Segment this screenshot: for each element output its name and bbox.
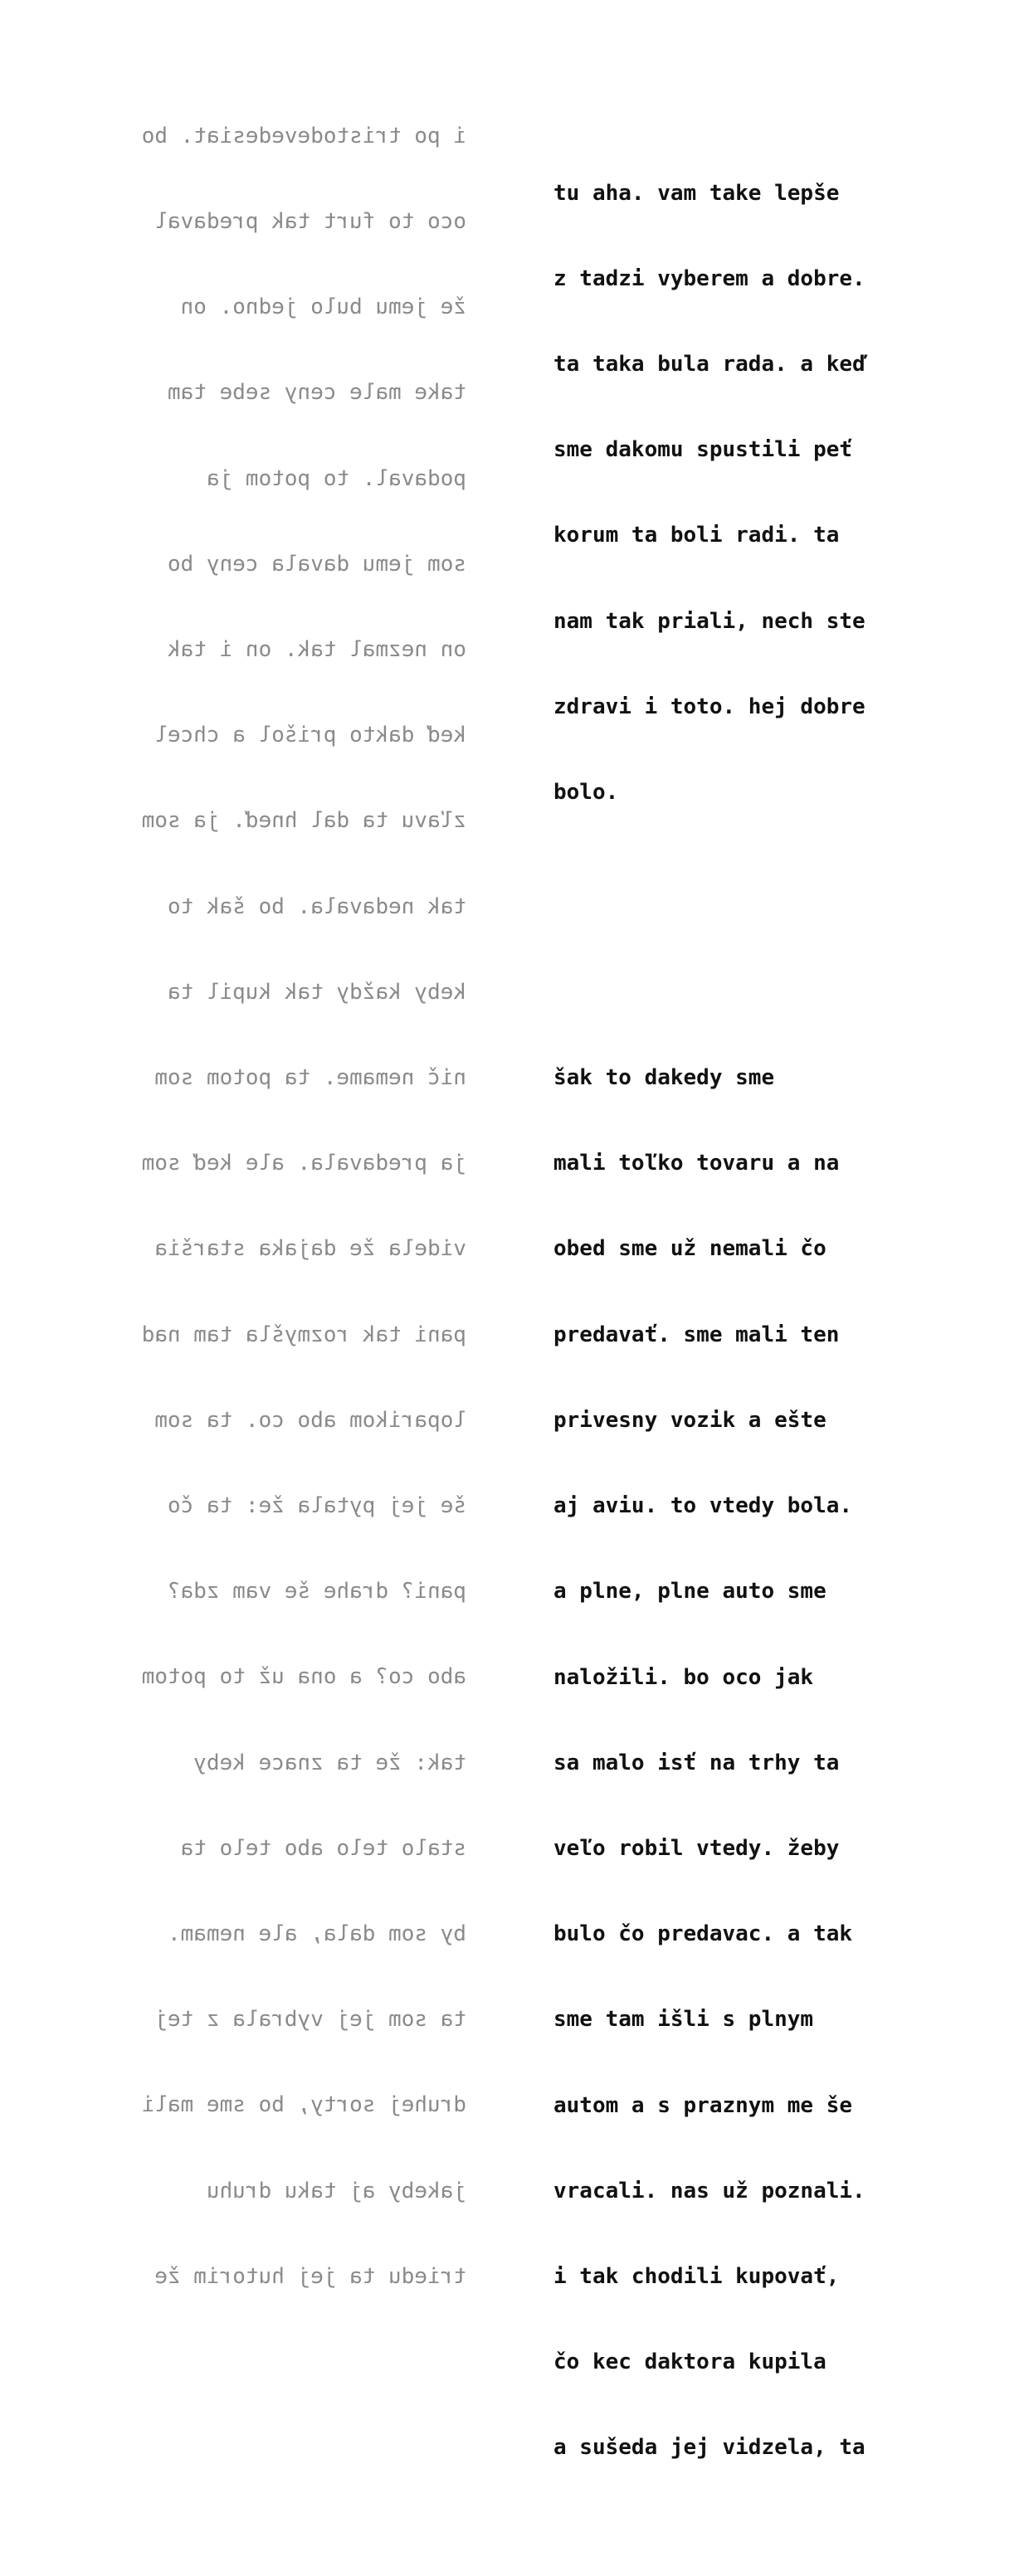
mirrored-line: oco to furt tak predaval — [154, 209, 466, 235]
paragraph-gap — [553, 921, 952, 949]
mirrored-line: abo co? a ona už to potom — [141, 1664, 466, 1690]
text-line: sa malo isť na trhy ta — [553, 1750, 840, 1775]
mirrored-line: loparikom abo co. ta som — [154, 1407, 466, 1433]
mirrored-line: zľavu ta dal hneď. ja som — [141, 808, 466, 834]
paragraph-2 — [553, 1006, 952, 2519]
mirrored-line: ta som jej vybrala z tej — [154, 2007, 466, 2033]
mirrored-line: keď dakto prišol a chcel — [154, 723, 466, 748]
text-line: nam tak priali, nech ste — [553, 608, 865, 634]
text-line: vracali. nas už poznali. — [553, 2178, 865, 2203]
mirrored-line: še jej pytala že: ta čo — [167, 1493, 466, 1519]
mirrored-line: triedu ta jej hutorim že — [154, 2263, 466, 2289]
mirrored-line: druhej sorty, bo sme mali — [141, 2092, 466, 2118]
mirrored-line: tak: že ta znace keby — [193, 1750, 466, 1775]
text-line: aj aviu. to vtedy bola. — [553, 1493, 853, 1519]
body-text-column — [553, 65, 952, 2576]
mirrored-line: pani tak rozmyšla tam nad — [141, 1322, 466, 1347]
mirrored-line: on nezmal tak. on i tak — [167, 637, 466, 663]
text-line: sme tam išli s plnym — [553, 2007, 814, 2033]
text-line: bulo čo predavac. a tak — [553, 1921, 853, 1947]
text-line: autom a s praznym me še — [553, 2092, 853, 2118]
text-line: korum ta boli radi. ta — [553, 523, 840, 548]
text-line: z tadzi vyberem a dobre. — [553, 265, 865, 291]
text-line: privesny vozik a ešte — [553, 1407, 826, 1433]
mirrored-line: by som dala, ale nemam. — [167, 1921, 466, 1947]
mirrored-line: tak nedavala. bo šak to — [167, 894, 466, 919]
mirrored-line: že jemu bulo jedno. on — [180, 295, 466, 320]
mirrored-line: jakeby aj taku druhu — [206, 2178, 466, 2203]
text-line: tu aha. vam take lepše — [553, 180, 840, 206]
text-line: a sušeda jej vidzela, ta — [553, 2435, 865, 2461]
text-line: šak to dakedy sme — [553, 1065, 775, 1091]
text-line: zdravi i toto. hej dobre — [553, 694, 865, 719]
mirrored-line: ja predavala. ale keď som — [141, 1151, 466, 1176]
text-line: bolo. — [553, 780, 619, 806]
text-line: mali toľko tovaru a na — [553, 1151, 840, 1176]
mirrored-line: stalo telo abo telo ta — [180, 1835, 466, 1861]
mirrored-line: podaval. to potom ja — [206, 465, 466, 491]
text-line: a plne, plne auto sme — [553, 1579, 826, 1605]
text-line: naložili. bo oco jak — [553, 1664, 814, 1690]
mirrored-line: nič nemame. ta potom som — [154, 1065, 466, 1091]
mirrored-line: videla že dajaka staršia — [154, 1236, 466, 1262]
text-line: veľo robil vtedy. žeby — [553, 1835, 840, 1861]
mirrored-line: pani? drahe še vam zda? — [167, 1579, 466, 1605]
paragraph-1 — [553, 122, 952, 864]
mirrored-line: take male ceny sebe tam — [167, 380, 466, 406]
text-line: ta taka bula rada. a keď — [553, 352, 865, 377]
mirrored-line: i po tristodevedesiat. bo — [141, 123, 466, 149]
mirrored-line: som jemu davala ceny bo — [167, 551, 466, 577]
text-line: sme dakomu spustili peť — [553, 437, 853, 463]
text-line: obed sme už nemali čo — [553, 1236, 826, 1262]
text-line: predavať. sme mali ten — [553, 1322, 840, 1347]
mirrored-line: keby každy tak kupil ta — [167, 979, 466, 1005]
text-line: čo kec daktora kupila — [553, 2350, 826, 2375]
text-line: i tak chodili kupovať, — [553, 2263, 840, 2289]
mirrored-bleed-through-column — [66, 65, 466, 2348]
